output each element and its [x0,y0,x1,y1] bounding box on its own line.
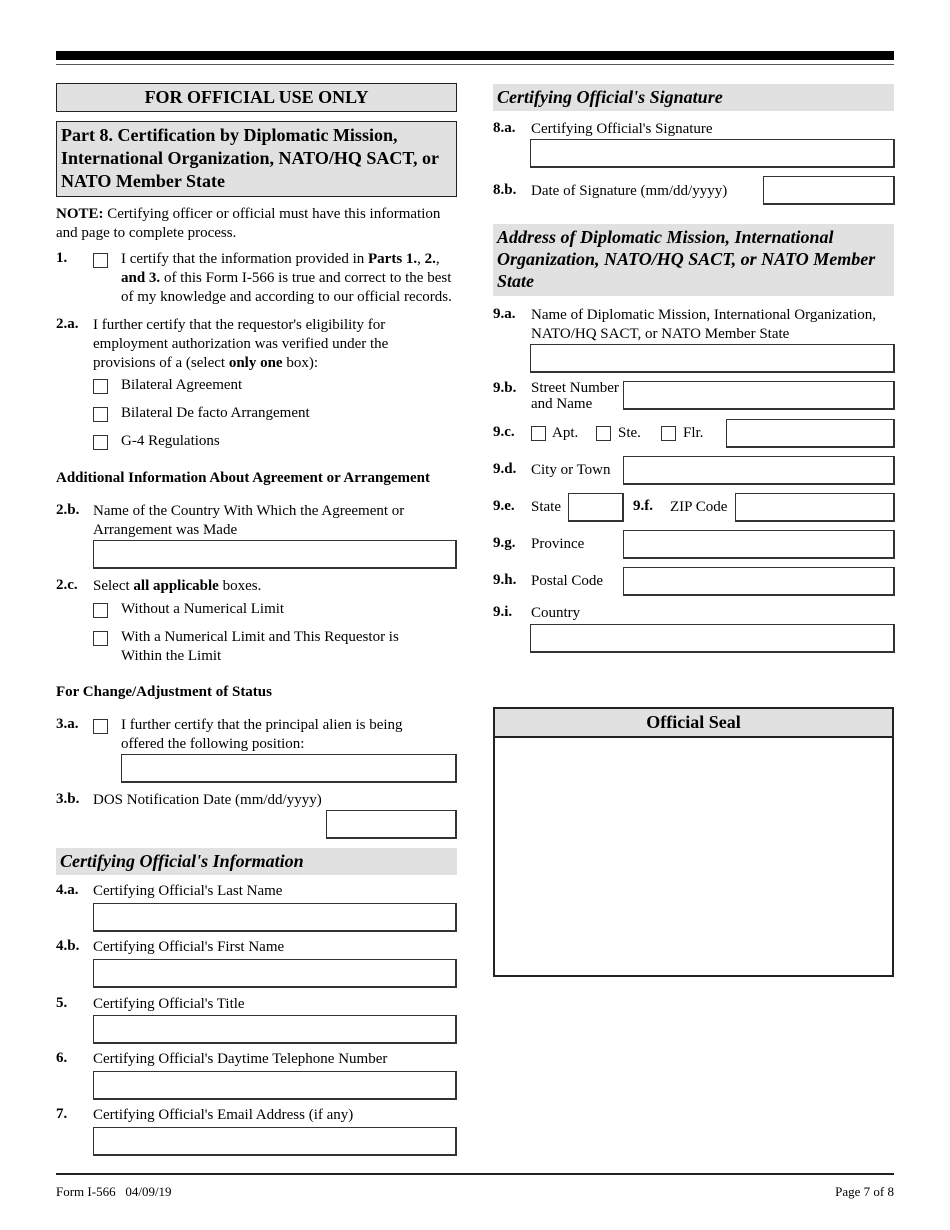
g4-regulations-checkbox[interactable] [93,435,108,450]
title-input[interactable] [93,1015,457,1044]
header-thin-rule [56,64,894,65]
mission-name-input[interactable] [530,344,895,373]
item-9g-number: 9.g. [493,535,516,551]
without-numerical-limit-label: Without a Numerical Limit [121,601,285,617]
ste-checkbox[interactable] [596,426,611,441]
item-6-number: 6. [56,1050,68,1066]
item-7-label: Certifying Official's Email Address (if any) [93,1107,354,1123]
item-8a-label: Certifying Official's Signature [531,121,713,137]
header-thick-rule [56,51,894,60]
state-input[interactable] [568,493,624,522]
unit-number-input[interactable] [726,419,895,448]
item-9c-number: 9.c. [493,424,515,440]
first-name-input[interactable] [93,959,457,988]
official-use-banner: FOR OFFICIAL USE ONLY [56,83,457,112]
item-2c-number: 2.c. [56,577,78,593]
official-info-heading: Certifying Official's Information [56,848,457,875]
item-3b-label: DOS Notification Date (mm/dd/yyyy) [93,792,322,808]
item-8b-number: 8.b. [493,182,517,198]
item-9e-number: 9.e. [493,498,515,514]
official-seal-heading: Official Seal [495,709,892,738]
item-9b-number: 9.b. [493,380,517,396]
item-9f-number: 9.f. [633,498,653,514]
apt-label: Apt. [552,425,579,441]
position-offered-checkbox[interactable] [93,719,108,734]
bilateral-de-facto-checkbox[interactable] [93,407,108,422]
ste-label: Ste. [618,425,641,441]
item-6-label: Certifying Official's Daytime Telephone Number [93,1051,388,1067]
item-3a-label: I further certify that the principal alien is being offered the following position: [121,717,403,752]
flr-label: Flr. [683,425,704,441]
note-text [56,205,456,243]
item-9d-label: City or Town [531,462,611,478]
province-input[interactable] [623,530,895,559]
item-9e-label: State [531,499,561,515]
item-2c-text: Select all applicable boxes. [93,578,262,594]
part-8-title: Part 8. Certification by Diplomatic Mission, International Organization, NATO/HQ SACT, or NATO Member State [56,121,457,197]
item-9a-number: 9.a. [493,306,516,322]
item-2a-text: I further certify that the requestor's eligibility for employment authorization was verified under the provisions of a (select only one box): [93,317,389,371]
with-numerical-limit-label: With a Numerical Limit and This Requestor is Within the Limit [121,629,399,664]
form-id: Form I-566 04/09/19 [56,1184,172,1199]
item-9b-label: Street Number and Name [531,380,619,412]
item-9h-number: 9.h. [493,572,517,588]
note-body: Certifying officer or official must have this information and page to complete process. [56,206,441,241]
signature-input[interactable] [530,139,895,168]
item-4b-label: Certifying Official's First Name [93,939,285,955]
item-4a-label: Certifying Official's Last Name [93,883,283,899]
with-numerical-limit-checkbox[interactable] [93,631,108,646]
item-9d-number: 9.d. [493,461,517,477]
dos-notification-date-input[interactable] [326,810,457,839]
signature-date-input[interactable] [763,176,895,205]
additional-info-heading: Additional Information About Agreement or Arrangement [56,470,431,486]
note-label: NOTE: [56,206,104,222]
item-4a-number: 4.a. [56,882,79,898]
footer-rule [56,1173,894,1175]
telephone-input[interactable] [93,1071,457,1100]
item-9g-label: Province [531,536,585,552]
item-5-number: 5. [56,995,68,1011]
item-3b-number: 3.b. [56,791,80,807]
signature-heading: Certifying Official's Signature [493,84,894,111]
apt-checkbox[interactable] [531,426,546,441]
bilateral-de-facto-label: Bilateral De facto Arrangement [121,405,310,421]
item-8a-number: 8.a. [493,120,516,136]
item-3a-number: 3.a. [56,716,79,732]
item-2b-number: 2.b. [56,502,80,518]
bilateral-agreement-checkbox[interactable] [93,379,108,394]
item-9a-label: Name of Diplomatic Mission, International Organization, NATO/HQ SACT, or NATO Member State [531,307,877,342]
position-input[interactable] [121,754,457,783]
item-1-text: I certify that the information provided in Parts 1., 2., and 3. of this Form I-566 is true and correct to the best of my knowledge and according to our official records. [121,251,452,305]
item-9i-number: 9.i. [493,604,513,620]
bilateral-agreement-label: Bilateral Agreement [121,377,243,393]
item-4b-number: 4.b. [56,938,80,954]
item-9i-label: Country [531,605,581,621]
item-2a-number: 2.a. [56,316,79,332]
item-1-number: 1. [56,250,68,266]
country-agreement-input[interactable] [93,540,457,569]
item-9h-label: Postal Code [531,573,604,589]
postal-code-input[interactable] [623,567,895,596]
item-9f-label: ZIP Code [670,499,728,515]
item-7-number: 7. [56,1106,68,1122]
email-input[interactable] [93,1127,457,1156]
official-seal-box [493,707,894,977]
street-input[interactable] [623,381,895,410]
country-input[interactable] [530,624,895,653]
zip-code-input[interactable] [735,493,895,522]
last-name-input[interactable] [93,903,457,932]
without-numerical-limit-checkbox[interactable] [93,603,108,618]
g4-regulations-label: G-4 Regulations [121,433,220,449]
status-heading: For Change/Adjustment of Status [56,684,272,700]
item-5-label: Certifying Official's Title [93,996,245,1012]
item-2b-label: Name of the Country With Which the Agreement or Arrangement was Made [93,503,405,538]
flr-checkbox[interactable] [661,426,676,441]
address-heading: Address of Diplomatic Mission, International Organization, NATO/HQ SACT, or NATO Member State [493,224,894,296]
city-input[interactable] [623,456,895,485]
item-8b-label: Date of Signature (mm/dd/yyyy) [531,183,728,199]
item-1-checkbox[interactable] [93,253,108,268]
page-number: Page 7 of 8 [835,1184,894,1199]
